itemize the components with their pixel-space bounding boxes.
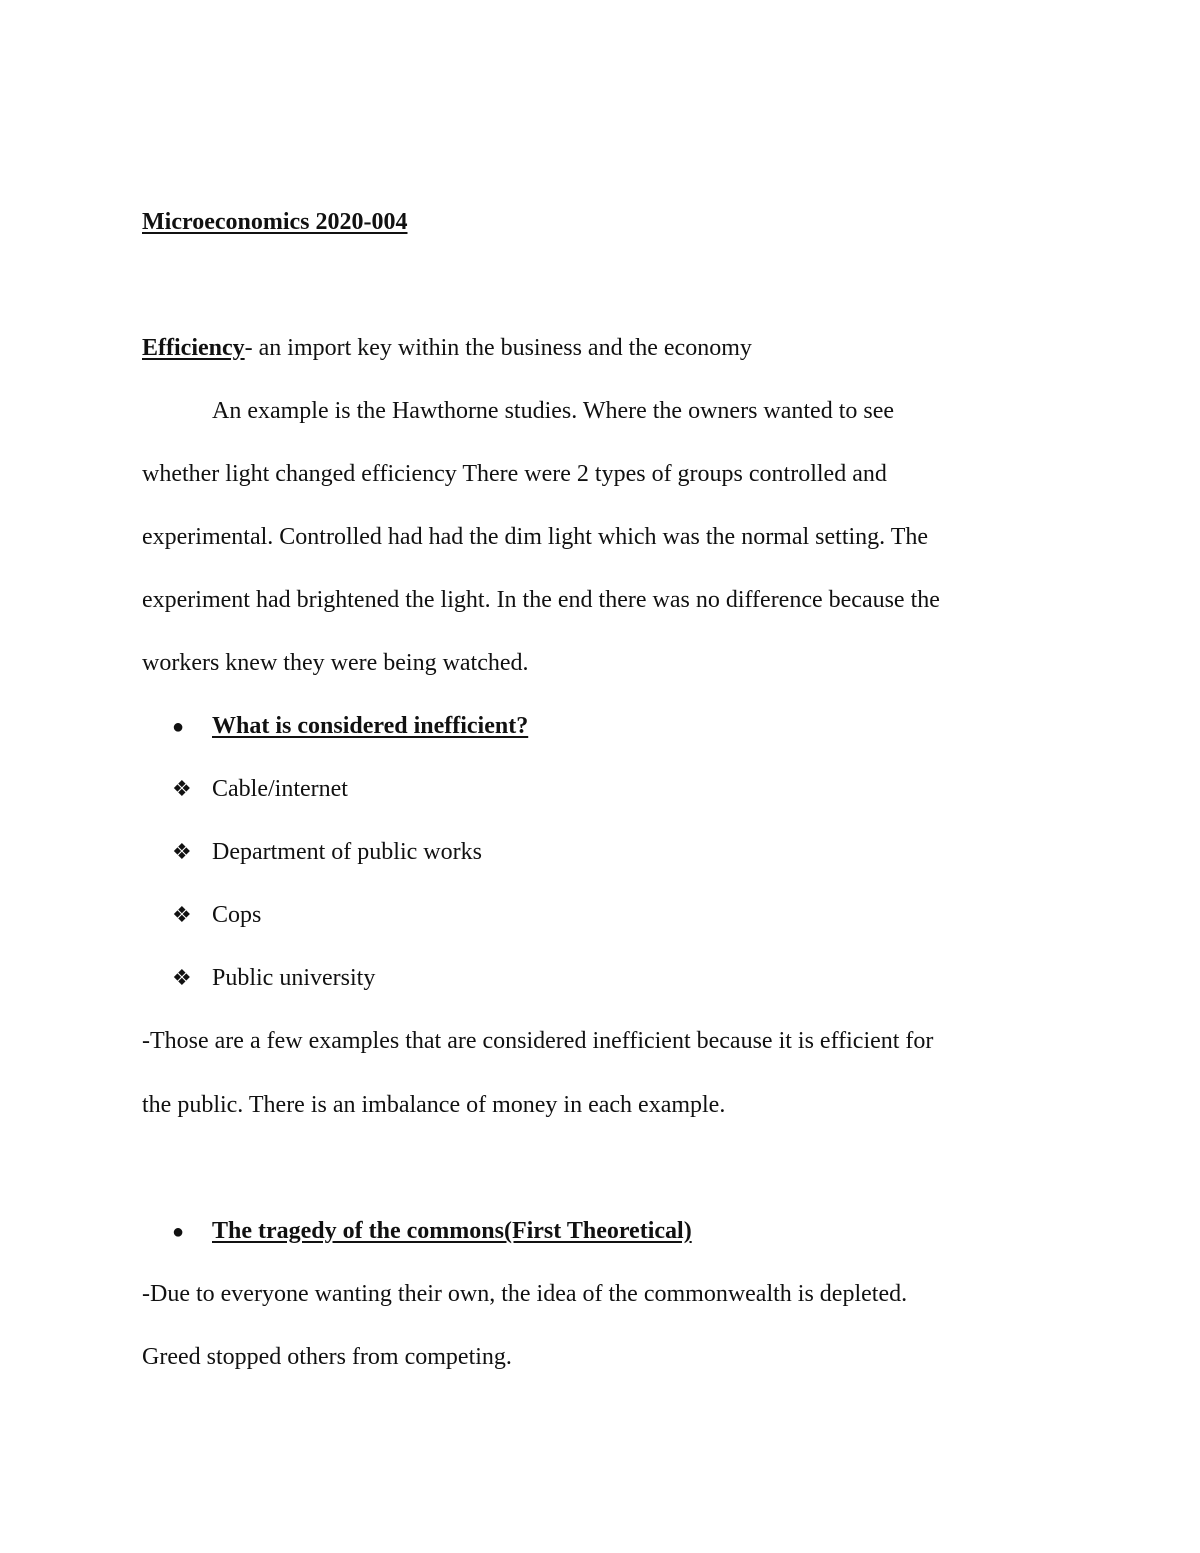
inefficient-note-line: the public. There is an imbalance of money in each example. [142, 1092, 726, 1118]
bullet-dot-icon: ● [172, 1221, 185, 1243]
inefficient-note-line: -Those are a few examples that are considered inefficient because it is efficient for [142, 1028, 934, 1054]
paragraph-line: experimental. Controlled had had the dim light which was the normal setting. The [142, 524, 929, 550]
list-item-label: Department of public works [212, 839, 482, 865]
list-item [172, 837, 482, 867]
list-item-label: Cops [212, 902, 262, 928]
paragraph-line: experiment had brightened the light. In the end there was no difference because the [142, 587, 940, 613]
section-commons-heading-row [172, 1216, 692, 1247]
efficiency-term: Efficiency [142, 335, 245, 361]
diamond-bullet-icon: ❖ [172, 902, 192, 927]
list-item-label: Public university [212, 965, 376, 991]
efficiency-line [142, 333, 752, 363]
paragraph-line: workers knew they were being watched. [142, 650, 529, 676]
section-inefficient-heading: What is considered inefficient? [212, 713, 529, 739]
document-title: Microeconomics 2020-004 [142, 209, 408, 235]
commons-note-line: Greed stopped others from competing. [142, 1344, 512, 1370]
section-inefficient-heading-row [172, 711, 528, 742]
list-item [172, 774, 348, 804]
list-item [172, 900, 261, 930]
diamond-bullet-icon: ❖ [172, 839, 192, 864]
diamond-bullet-icon: ❖ [172, 965, 192, 990]
commons-note-line: -Due to everyone wanting their own, the idea of the commonwealth is depleted. [142, 1281, 908, 1307]
efficiency-definition: - an import key within the business and the economy [244, 335, 752, 361]
list-item-label: Cable/internet [212, 776, 348, 802]
paragraph-line: An example is the Hawthorne studies. Where the owners wanted to see [212, 398, 895, 424]
bullet-dot-icon: ● [172, 716, 185, 738]
list-item [172, 963, 375, 993]
paragraph-line: whether light changed efficiency There were 2 types of groups controlled and [142, 461, 887, 487]
section-commons-heading: The tragedy of the commons(First Theoretical) [212, 1218, 692, 1244]
diamond-bullet-icon: ❖ [172, 776, 192, 801]
